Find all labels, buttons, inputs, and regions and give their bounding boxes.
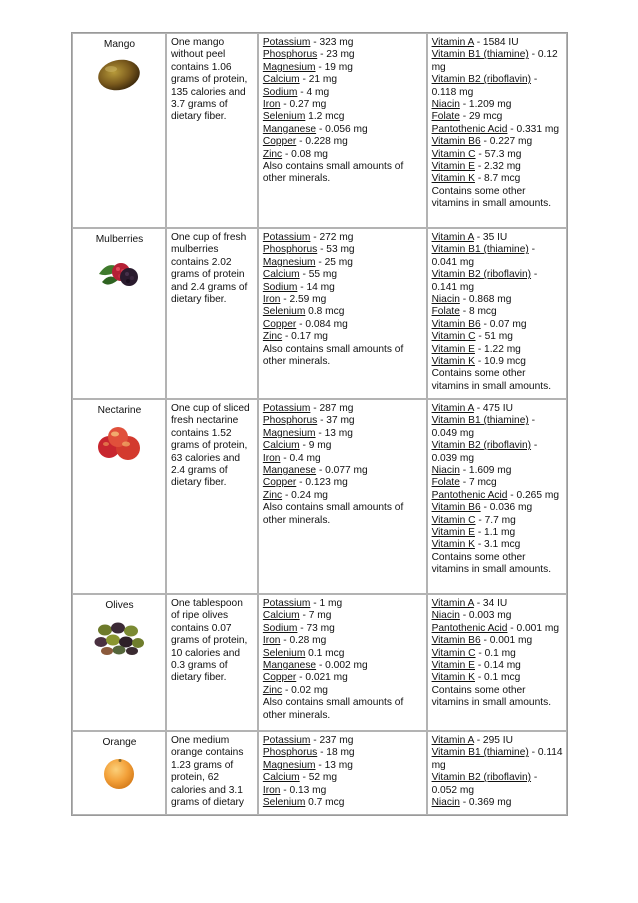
nutrient-line: Zinc - 0.17 mg <box>262 331 328 343</box>
vitamins-note: Contains some other vitamins in small amounts. <box>431 684 552 709</box>
nutrient-line: Copper - 0.228 mg <box>262 136 348 148</box>
nutrient-link[interactable]: Selenium <box>262 797 306 809</box>
nutrient-link[interactable]: Vitamin B1 (thiamine) <box>431 747 529 759</box>
nutrient-link[interactable]: Folate <box>431 306 460 318</box>
nutrient-line: Iron - 0.4 mg <box>262 452 321 464</box>
minerals-cell <box>258 594 427 731</box>
nutrient-link[interactable]: Calcium <box>262 74 300 86</box>
nutrient-link[interactable]: Vitamin E <box>431 161 475 173</box>
nutrient-link[interactable]: Zinc <box>262 489 283 501</box>
nutrient-line: Magnesium - 13 mg <box>262 759 353 771</box>
nutrient-line: Iron - 0.13 mg <box>262 784 327 796</box>
nutrient-line: Selenium 0.1 mcg <box>262 647 345 659</box>
fruit-name-cell <box>72 228 166 399</box>
minerals-note: Also contains small amounts of other minerals. <box>262 161 404 185</box>
nutrient-link[interactable]: Niacin <box>431 465 460 477</box>
nutrient-link[interactable]: Zinc <box>262 331 283 343</box>
nutrient-line: Vitamin K - 10.9 mcg <box>431 356 526 368</box>
nutrient-link[interactable]: Vitamin A <box>431 232 474 243</box>
fruit-name-cell <box>72 731 166 815</box>
nutrient-line: Pantothenic Acid - 0.265 mg <box>431 489 559 501</box>
nutrient-link[interactable]: Vitamin C <box>431 148 476 160</box>
nutrient-line: Folate - 7 mcg <box>431 477 497 489</box>
nutrient-link[interactable]: Vitamin A <box>431 735 474 746</box>
nutrient-link[interactable]: Manganese <box>262 123 317 135</box>
vitamins-cell <box>427 731 567 815</box>
nutrient-link[interactable]: Niacin <box>431 294 460 306</box>
nutrient-link[interactable]: Niacin <box>431 99 460 111</box>
nutrient-line: Potassium - 287 mg <box>262 403 354 414</box>
nutrient-link[interactable]: Iron <box>262 294 281 306</box>
nutrient-line: Sodium - 4 mg <box>262 86 330 98</box>
nutrient-line: Potassium - 323 mg <box>262 37 354 48</box>
vitamins-note: Contains some other vitamins in small amounts. <box>431 185 552 210</box>
minerals-cell <box>258 399 427 594</box>
nutrient-line: Selenium 0.7 mcg <box>262 797 345 809</box>
nutrient-line: Manganese - 0.077 mg <box>262 465 368 477</box>
olives-icon <box>93 618 145 656</box>
nutrient-link[interactable]: Folate <box>431 111 460 123</box>
nutrient-line: Folate - 8 mcg <box>431 306 497 318</box>
nutrient-link[interactable]: Vitamin B2 (riboflavin) <box>431 74 532 86</box>
minerals-cell <box>258 33 427 228</box>
nutrient-line: Vitamin B6 - 0.001 mg <box>431 635 533 647</box>
mango-icon <box>96 57 142 93</box>
nutrient-link[interactable]: Potassium <box>262 403 311 414</box>
nutrient-link[interactable]: Vitamin B2 (riboflavin) <box>431 269 532 281</box>
nutrient-line: Vitamin E - 1.22 mg <box>431 343 521 355</box>
table-row <box>72 399 567 594</box>
nutrient-link[interactable]: Niacin <box>431 610 460 622</box>
nutrient-line: Zinc - 0.02 mg <box>262 684 328 696</box>
nutrient-link[interactable]: Copper <box>262 318 297 330</box>
vitamins-note: Contains some other vitamins in small amounts. <box>431 368 552 392</box>
fruit-name-cell <box>72 399 166 594</box>
nutrient-line: Selenium 1.2 mcg <box>262 111 345 123</box>
nutrient-line: Vitamin A - 34 IU <box>431 598 508 609</box>
minerals-cell <box>258 228 427 399</box>
fruit-nutrition-table <box>71 32 568 816</box>
nutrient-line: Iron - 0.28 mg <box>262 635 327 647</box>
nutrient-line: Pantothenic Acid - 0.001 mg <box>431 622 559 634</box>
nutrient-line: Vitamin A - 475 IU <box>431 403 513 414</box>
nutrient-line: Vitamin B1 (thiamine) - 0.12 mg <box>431 49 558 73</box>
nutrient-line: Vitamin B1 (thiamine) - 0.041 mg <box>431 244 535 268</box>
nutrient-link[interactable]: Sodium <box>262 86 298 98</box>
nutrient-link[interactable]: Vitamin K <box>431 173 475 185</box>
nutrient-line: Calcium - 52 mg <box>262 772 338 784</box>
fruit-name: Mulberries <box>95 234 144 245</box>
nutrient-link[interactable]: Vitamin A <box>431 403 474 414</box>
nutrient-line: Zinc - 0.24 mg <box>262 489 328 501</box>
nutrient-line: Copper - 0.123 mg <box>262 477 348 489</box>
fruit-name-cell <box>72 594 166 731</box>
nutrient-line: Potassium - 272 mg <box>262 232 354 243</box>
orange-icon <box>99 755 139 791</box>
nutrient-link[interactable]: Vitamin A <box>431 598 474 609</box>
nutrient-line: Vitamin C - 57.3 mg <box>431 148 522 160</box>
nutrient-link[interactable]: Calcium <box>262 772 300 784</box>
nutrient-link[interactable]: Vitamin B2 (riboflavin) <box>431 772 532 784</box>
nutrient-line: Iron - 0.27 mg <box>262 99 327 111</box>
nutrient-link[interactable]: Calcium <box>262 269 300 281</box>
nutrient-link[interactable]: Phosphorus <box>262 415 318 427</box>
nutrient-link[interactable]: Vitamin B6 <box>431 318 481 330</box>
nutrient-link[interactable]: Magnesium <box>262 256 316 268</box>
nutrient-line: Vitamin B2 (riboflavin) - 0.039 mg <box>431 440 538 464</box>
table-row <box>72 594 567 731</box>
nutrient-link[interactable]: Sodium <box>262 281 298 293</box>
nutrient-line: Vitamin B2 (riboflavin) - 0.118 mg <box>431 74 538 98</box>
nutrient-link[interactable]: Pantothenic Acid <box>431 622 508 634</box>
nutrient-line: Niacin - 0.369 mg <box>431 797 512 809</box>
fruit-name: Orange <box>102 737 137 748</box>
nutrient-link[interactable]: Selenium <box>262 306 306 318</box>
nutrient-line: Calcium - 9 mg <box>262 440 332 452</box>
nutrient-line: Vitamin C - 7.7 mg <box>431 514 516 526</box>
fruit-name: Mango <box>103 39 136 50</box>
nectarine-icon <box>94 423 144 463</box>
nutrient-link[interactable]: Iron <box>262 784 281 796</box>
nutrient-line: Potassium - 237 mg <box>262 735 354 746</box>
nutrient-link[interactable]: Vitamin E <box>431 527 475 539</box>
nutrient-link[interactable]: Vitamin B1 (thiamine) <box>431 49 529 61</box>
nutrient-line: Vitamin B1 (thiamine) - 0.049 mg <box>431 415 535 439</box>
nutrient-line: Sodium - 73 mg <box>262 622 335 634</box>
vitamins-cell <box>427 594 567 731</box>
nutrient-line: Vitamin K - 3.1 mcg <box>431 539 521 551</box>
nutrient-link[interactable]: Folate <box>431 477 460 489</box>
nutrient-line: Vitamin E - 1.1 mg <box>431 527 516 539</box>
serving-cell: One tablespoon of ripe olives contains 0.07 grams of protein, 10 calories and 0.3 grams of dietary fiber. <box>166 594 258 731</box>
nutrient-link[interactable]: Magnesium <box>262 61 316 73</box>
nutrient-line: Vitamin B6 - 0.07 mg <box>431 318 527 330</box>
nutrient-link[interactable]: Pantothenic Acid <box>431 489 508 501</box>
serving-cell: One cup of sliced fresh nectarine contains 1.52 grams of protein, 63 calories and 2.4 grams of dietary fiber. <box>166 399 258 594</box>
nutrient-line: Vitamin B6 - 0.227 mg <box>431 136 533 148</box>
nutrient-link[interactable]: Magnesium <box>262 759 316 771</box>
minerals-note: Also contains small amounts of other minerals. <box>262 343 404 368</box>
nutrient-link[interactable]: Calcium <box>262 610 300 622</box>
nutrient-line: Vitamin B2 (riboflavin) - 0.141 mg <box>431 269 538 293</box>
nutrient-line: Vitamin B1 (thiamine) - 0.114 mg <box>431 747 563 771</box>
nutrient-line: Phosphorus - 37 mg <box>262 415 355 427</box>
nutrient-line: Vitamin B2 (riboflavin) - 0.052 mg <box>431 772 538 796</box>
nutrient-line: Niacin - 1.209 mg <box>431 99 512 111</box>
fruit-name-cell <box>72 33 166 228</box>
table-row <box>72 33 567 228</box>
nutrient-line: Vitamin C - 0.1 mg <box>431 647 516 659</box>
nutrient-link[interactable]: Calcium <box>262 440 300 452</box>
nutrient-link[interactable]: Potassium <box>262 232 311 243</box>
nutrient-link[interactable]: Vitamin B2 (riboflavin) <box>431 440 532 452</box>
nutrient-line: Magnesium - 25 mg <box>262 256 353 268</box>
nutrient-link[interactable]: Pantothenic Acid <box>431 123 508 135</box>
nutrient-link[interactable]: Vitamin K <box>431 539 475 551</box>
vitamins-cell <box>427 33 567 228</box>
nutrient-link[interactable]: Copper <box>262 136 297 148</box>
nutrient-line: Phosphorus - 18 mg <box>262 747 355 759</box>
nutrient-line: Vitamin E - 0.14 mg <box>431 660 521 672</box>
nutrient-link[interactable]: Vitamin B6 <box>431 502 481 514</box>
nutrient-line: Phosphorus - 53 mg <box>262 244 355 256</box>
nutrient-link[interactable]: Potassium <box>262 735 311 746</box>
nutrient-line: Calcium - 21 mg <box>262 74 338 86</box>
minerals-note: Also contains small amounts of other minerals. <box>262 502 404 526</box>
nutrient-link[interactable]: Vitamin B6 <box>431 635 481 647</box>
nutrient-link[interactable]: Copper <box>262 672 297 684</box>
vitamins-cell <box>427 399 567 594</box>
nutrient-link[interactable]: Manganese <box>262 660 317 672</box>
nutrient-link[interactable]: Vitamin A <box>431 37 474 48</box>
nutrient-link[interactable]: Iron <box>262 635 281 647</box>
nutrient-link[interactable]: Zinc <box>262 148 283 160</box>
nutrient-link[interactable]: Vitamin E <box>431 343 475 355</box>
nutrient-link[interactable]: Potassium <box>262 598 311 609</box>
nutrient-link[interactable]: Iron <box>262 452 281 464</box>
mulberries-icon <box>96 252 142 292</box>
nutrient-link[interactable]: Vitamin C <box>431 647 476 659</box>
nutrient-line: Sodium - 14 mg <box>262 281 335 293</box>
serving-cell: One medium orange contains 1.23 grams of protein, 62 calories and 3.1 grams of dietary <box>166 731 258 815</box>
nutrient-line: Calcium - 7 mg <box>262 610 332 622</box>
nutrient-line: Copper - 0.021 mg <box>262 672 348 684</box>
nutrient-line: Vitamin B6 - 0.036 mg <box>431 502 533 514</box>
nutrient-link[interactable]: Sodium <box>262 622 298 634</box>
nutrient-link[interactable]: Vitamin K <box>431 356 475 368</box>
nutrient-link[interactable]: Niacin <box>431 797 460 809</box>
nutrient-line: Manganese - 0.002 mg <box>262 660 368 672</box>
nutrient-link[interactable]: Phosphorus <box>262 747 318 759</box>
nutrient-line: Selenium 0.8 mcg <box>262 306 345 318</box>
nutrient-link[interactable]: Selenium <box>262 111 306 123</box>
nutrient-link[interactable]: Vitamin E <box>431 660 475 672</box>
serving-cell: One cup of fresh mulberries contains 2.02 grams of protein and 2.4 grams of dietary fiber. <box>166 228 258 399</box>
nutrient-line: Calcium - 55 mg <box>262 269 338 281</box>
nutrient-line: Niacin - 1.609 mg <box>431 465 512 477</box>
nutrient-link[interactable]: Vitamin C <box>431 331 476 343</box>
nutrient-line: Iron - 2.59 mg <box>262 294 327 306</box>
serving-cell: One mango without peel contains 1.06 grams of protein, 135 calories and 3.7 grams of dietary fiber. <box>166 33 258 228</box>
table-row <box>72 731 567 815</box>
nutrient-link[interactable]: Copper <box>262 477 297 489</box>
nutrient-line: Folate - 29 mcg <box>431 111 503 123</box>
table-row <box>72 228 567 399</box>
nutrient-line: Vitamin E - 2.32 mg <box>431 161 521 173</box>
nutrient-link[interactable]: Magnesium <box>262 427 316 439</box>
nutrient-line: Vitamin A - 35 IU <box>431 232 508 243</box>
nutrient-link[interactable]: Phosphorus <box>262 49 318 61</box>
nutrient-link[interactable]: Iron <box>262 99 281 111</box>
nutrient-line: Vitamin A - 295 IU <box>431 735 513 746</box>
vitamins-cell <box>427 228 567 399</box>
nutrient-line: Vitamin A - 1584 IU <box>431 37 519 48</box>
nutrient-line: Magnesium - 13 mg <box>262 427 353 439</box>
nutrient-link[interactable]: Vitamin K <box>431 672 475 684</box>
nutrient-link[interactable]: Phosphorus <box>262 244 318 256</box>
nutrient-line: Vitamin K - 8.7 mcg <box>431 173 521 185</box>
fruit-name: Nectarine <box>97 405 142 416</box>
nutrient-line: Manganese - 0.056 mg <box>262 123 368 135</box>
nutrient-link[interactable]: Manganese <box>262 465 317 477</box>
nutrient-link[interactable]: Vitamin B1 (thiamine) <box>431 244 529 256</box>
nutrient-line: Niacin - 0.868 mg <box>431 294 512 306</box>
nutrient-line: Niacin - 0.003 mg <box>431 610 512 622</box>
nutrient-link[interactable]: Vitamin B6 <box>431 136 481 148</box>
nutrient-link[interactable]: Vitamin B1 (thiamine) <box>431 415 529 427</box>
vitamins-note: Contains some other vitamins in small amounts. <box>431 551 552 576</box>
nutrient-line: Vitamin C - 51 mg <box>431 331 513 343</box>
nutrient-link[interactable]: Zinc <box>262 684 283 696</box>
nutrient-line: Zinc - 0.08 mg <box>262 148 328 160</box>
minerals-note: Also contains small amounts of other minerals. <box>262 697 404 721</box>
nutrient-line: Vitamin K - 0.1 mcg <box>431 672 521 684</box>
nutrient-link[interactable]: Selenium <box>262 647 306 659</box>
nutrient-line: Potassium - 1 mg <box>262 598 343 609</box>
nutrient-line: Copper - 0.084 mg <box>262 318 348 330</box>
nutrient-line: Magnesium - 19 mg <box>262 61 353 73</box>
nutrient-link[interactable]: Potassium <box>262 37 311 48</box>
fruit-name: Olives <box>105 600 134 611</box>
nutrient-line: Phosphorus - 23 mg <box>262 49 355 61</box>
nutrient-link[interactable]: Vitamin C <box>431 514 476 526</box>
nutrient-line: Pantothenic Acid - 0.331 mg <box>431 123 559 135</box>
minerals-cell <box>258 731 427 815</box>
